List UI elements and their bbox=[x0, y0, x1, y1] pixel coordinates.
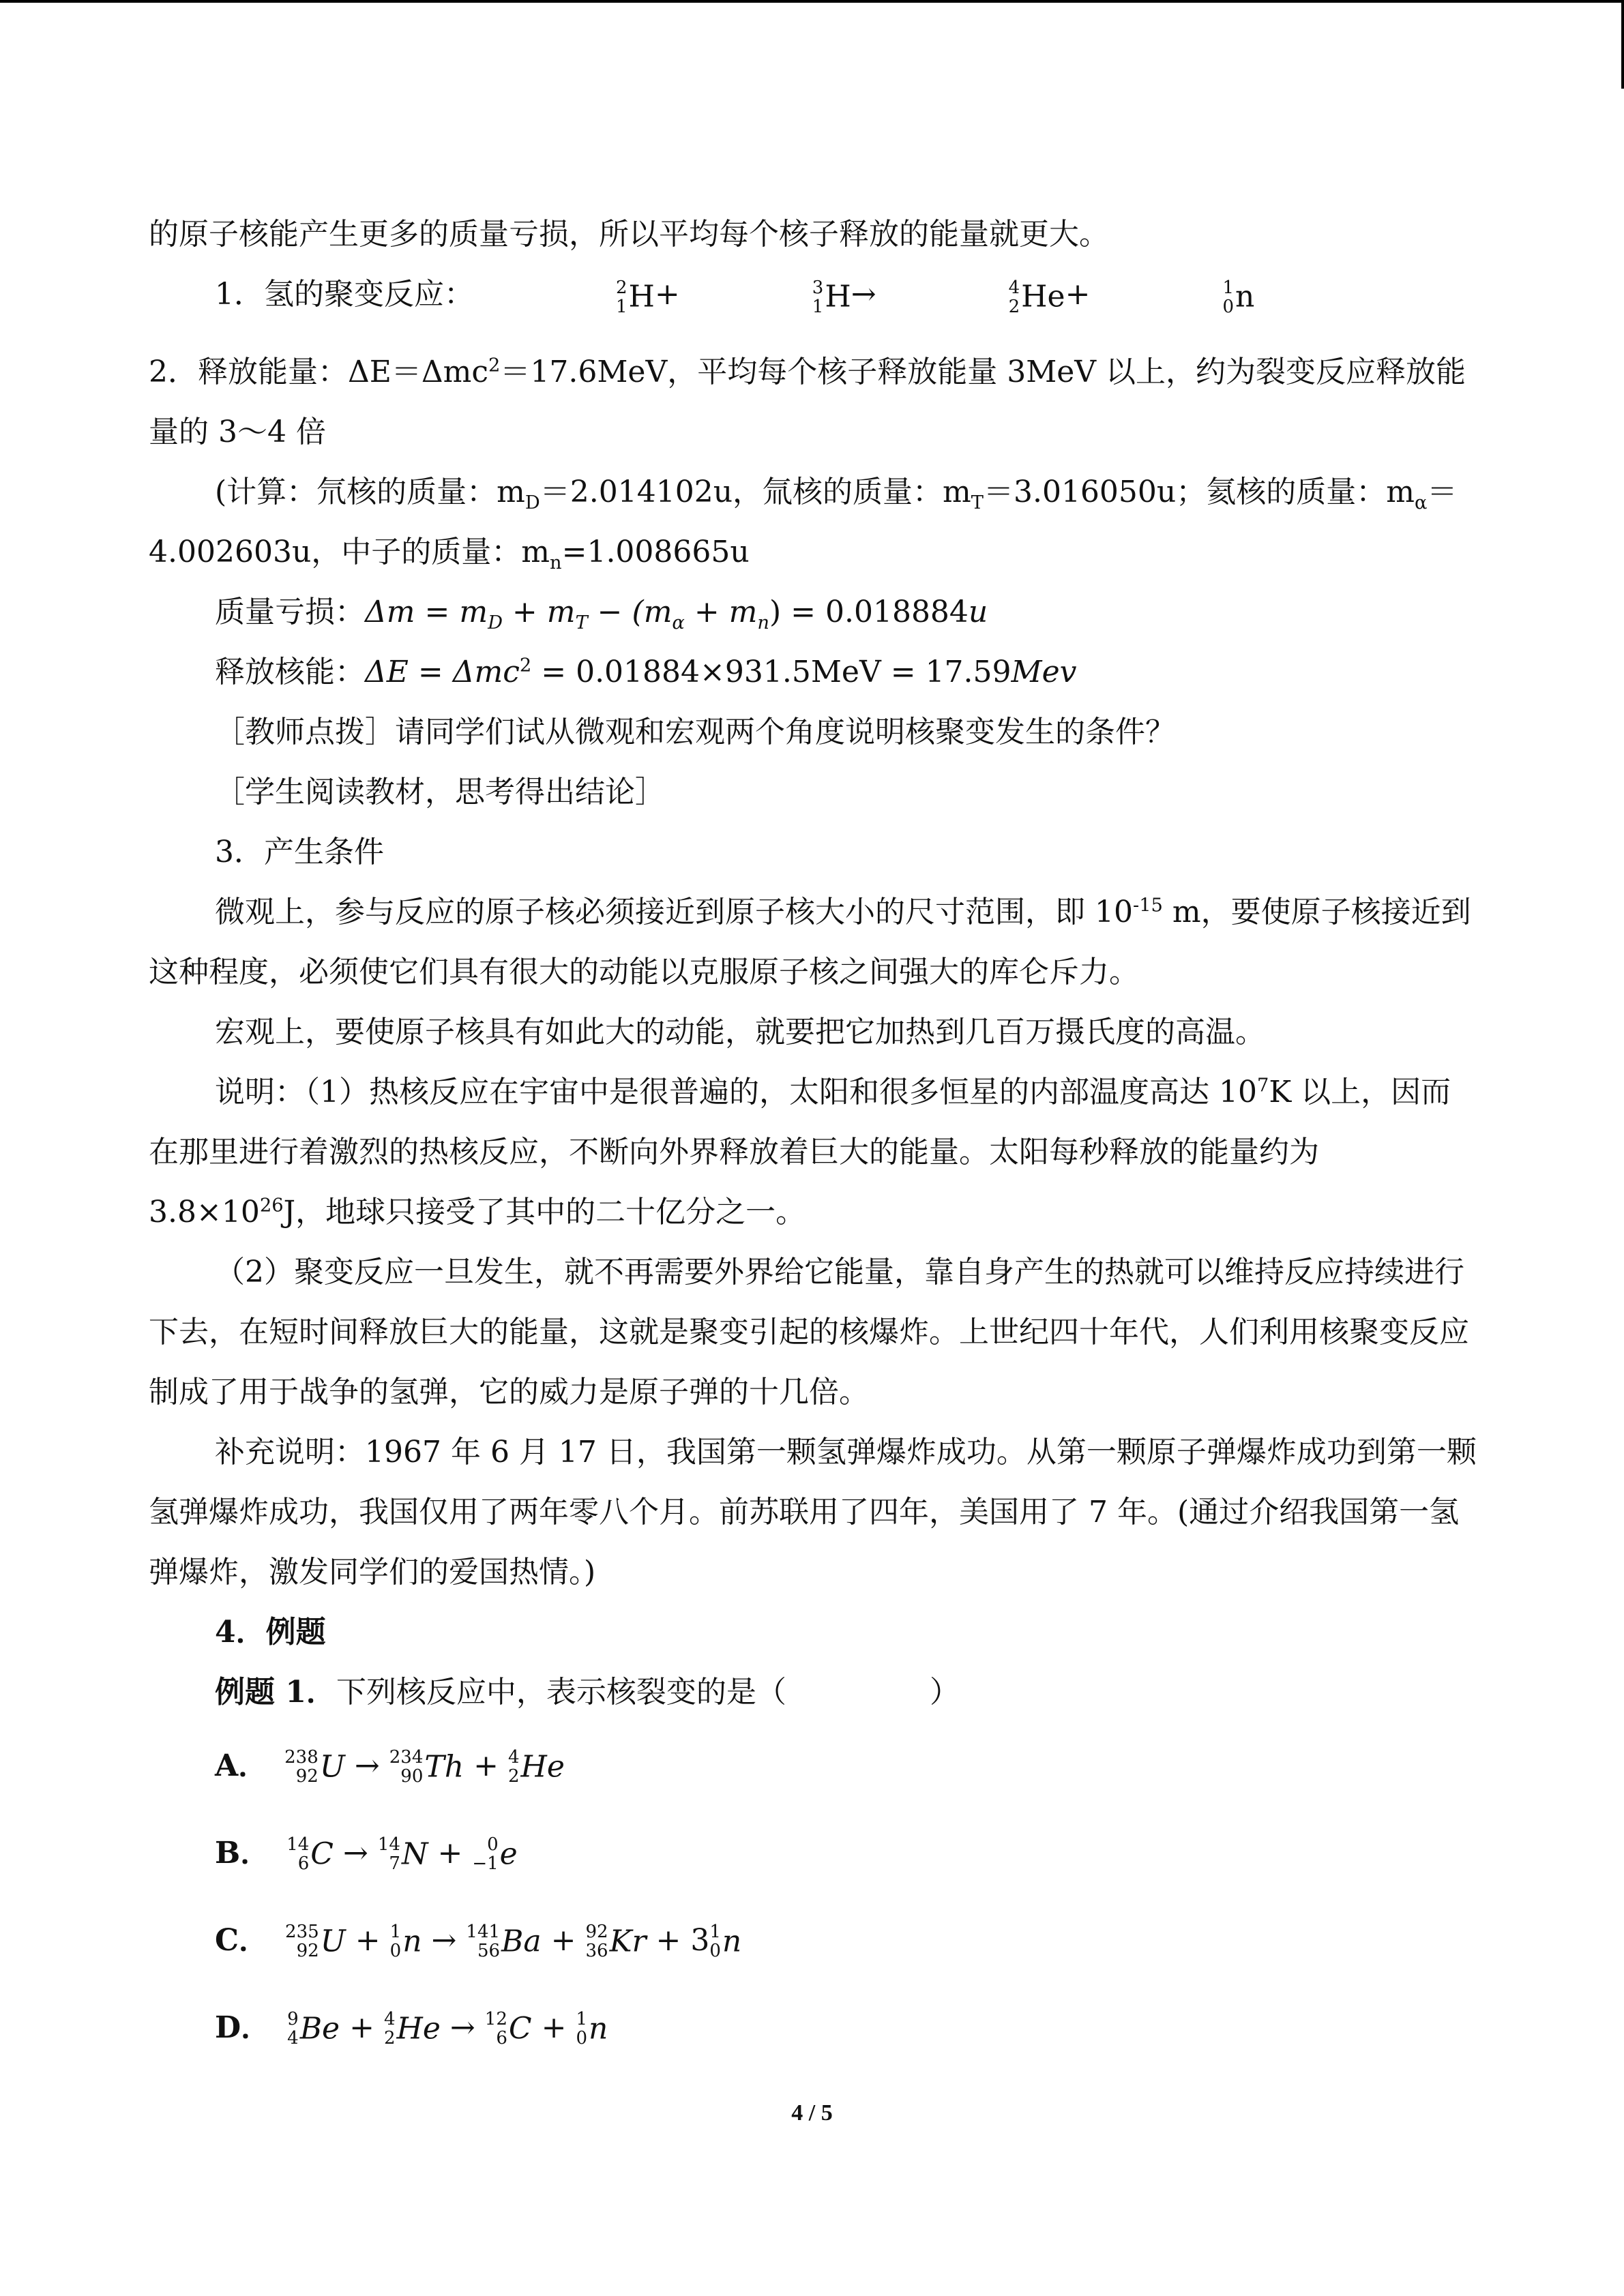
option-d[interactable]: D． 9 4 Be + 4 2 He → 12 6 C + 1 0 n bbox=[215, 2009, 608, 2048]
nuclide-n1: 1 0 n bbox=[1222, 277, 1255, 317]
page-number: 4 / 5 bbox=[791, 2100, 833, 2126]
document-body bbox=[149, 205, 1479, 2072]
note-1-paragraph: 说明：（1）热核反应在宇宙中是很普遍的，太阳和很多恒星的内部温度高达 $10^7K$ 以上，因而在那里进行着激烈的热核反应，不断向外界释放着巨大的能量。太阳每秒释放的能量约为 $3.8\times 10^{26}J$，地球只接受了其中的二十亿分之一。 bbox=[149, 1074, 1451, 1229]
section-conditions: 3．产生条件 bbox=[215, 834, 384, 869]
option-b[interactable]: B． 14 6 C → 14 7 N + 0 −1 e bbox=[215, 1834, 518, 1874]
note-2-paragraph: （2）聚变反应一旦发生，就不再需要外界给它能量，靠自身产生的热就可以维持反应持续进行下去，在短时间释放巨大的能量，这就是聚变引起的核爆炸。上世纪四十年代，人们利用核聚变反应制成了用于战争的氢弹，它的威力是原子弹的十几倍。 bbox=[149, 1254, 1469, 1410]
mass-defect-line: 质量亏损：$\Delta m = m_D + m_T - (m_\alpha + m_n) = 0.018884u$ bbox=[215, 594, 988, 633]
micro-paragraph: 微观上，参与反应的原子核必须接近到原子核大小的尺寸范围，即 $10^{-15}$ m，要使原子核接近到这种程度，必须使它们具有很大的动能以克服原子核之间强大的库仑斥力。 bbox=[149, 894, 1471, 989]
fusion-reaction-line bbox=[149, 265, 1479, 327]
teacher-note: ［教师点拨］请同学们试从微观和宏观两个角度说明核聚变发生的条件？ bbox=[215, 714, 1175, 749]
top-border bbox=[0, 0, 1624, 3]
macro-paragraph: 宏观上，要使原子核具有如此大的动能，就要把它加热到几百万摄氏度的高温。 bbox=[215, 1014, 1265, 1049]
example-1-question: 例题 1．下列核反应中，表示核裂变的是（ ） bbox=[215, 1674, 960, 1710]
supplement-paragraph: 补充说明：1967 年 6 月 17 日，我国第一颗氢弹爆炸成功。从第一颗原子弹爆炸成功到第一颗氢弹爆炸成功，我国仅用了两年零八个月。前苏联用了四年，美国用了 7 年。(通过介绍我国第一氢弹爆炸，激发同学们的爱国热情。) bbox=[149, 1434, 1477, 1590]
nuclide-h3: 3 1 H bbox=[812, 277, 851, 317]
fusion-label: 1．氢的聚变反应： bbox=[215, 277, 474, 312]
energy-release-paragraph: 2．释放能量：ΔE＝Δmc$^2$＝17.6MeV，平均每个核子释放能量 3MeV 以上，约为裂变反应释放能量的 3～4 倍 bbox=[149, 354, 1466, 449]
nuclide-h2: 2 1 H bbox=[616, 277, 655, 317]
nuclide-he4: 4 2 He bbox=[1008, 277, 1065, 317]
plus-sign: + bbox=[654, 277, 680, 312]
calculation-paragraph: (计算：氘核的质量：$m_D=2.014102u$，氚核的质量：$m_T=3.016050u$；氦核的质量：$m_\alpha=4.002603u$，中子的质量：$m_n=1.008665u$ bbox=[149, 474, 1458, 573]
paragraph-1: 的原子核能产生更多的质量亏损，所以平均每个核子释放的能量就更大。 bbox=[149, 217, 1109, 252]
section-examples: 4．例题 bbox=[215, 1614, 326, 1650]
plus-sign: + bbox=[1065, 277, 1091, 312]
student-note: ［学生阅读教材，思考得出结论］ bbox=[215, 774, 665, 809]
right-border bbox=[1621, 0, 1624, 89]
energy-line: 释放核能：ΔE = Δmc$^2$ = 0.01884×931.5MeV = 17.59Mev bbox=[215, 654, 1077, 689]
option-a[interactable]: A． 238 92 U → 234 90 Th + 4 2 He bbox=[215, 1747, 565, 1787]
option-c[interactable]: C． 235 92 U + 1 0 n → 141 56 Ba + 92 36 Kr + 3 1 0 n bbox=[215, 1922, 742, 1961]
arrow-icon: → bbox=[851, 277, 876, 312]
